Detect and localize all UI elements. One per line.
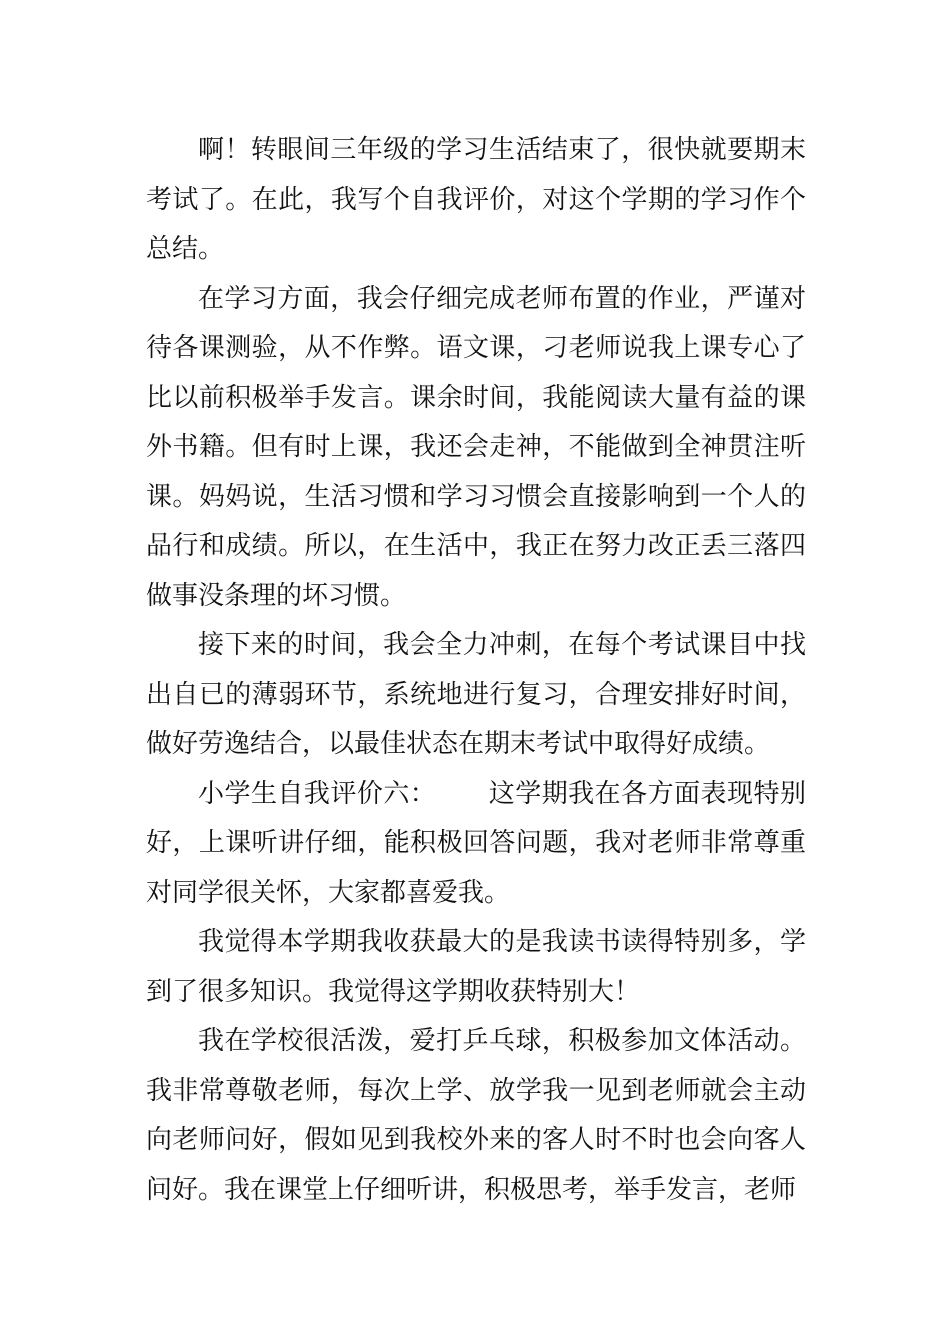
paragraph-intro: 啊！转眼间三年级的学习生活结束了，很快就要期末考试了。在此，我写个自我评价，对这个学期的学习作个总结。 [146, 135, 806, 264]
paragraph-plan: 接下来的时间，我会全力冲刺，在每个考试课目中找出自已的薄弱环节，系统地进行复习，合理安排好时间，做好劳逸结合，以最佳状态在期末考试中取得好成绩。 [146, 630, 806, 759]
section-heading: 小学生自我评价六： [198, 778, 437, 809]
paragraph-reading: 我觉得本学期我收获最大的是我读书读得特别多，学到了很多知识。我觉得这学期收获特别大！ [146, 927, 806, 1007]
document-body [146, 126, 806, 1215]
paragraph-study: 在学习方面，我会仔细完成老师布置的作业，严谨对待各课测验，从不作弊。语文课，刁老师说我上课专心了比以前积极举手发言。课余时间，我能阅读大量有益的课外书籍。但有时上课，我还会走神，不能做到全神贯注听课。妈妈说，生活习惯和学习习惯会直接影响到一个人的品行和成绩。所以，在生活中，我正在努力改正丢三落四做事没条理的坏习惯。 [146, 283, 806, 611]
section-lead-text: 这学期我在各方面表现特别好，上课听讲仔细，能积极回答问题，我对老师非常尊重对同学很关怀，大家都喜爱我。 [146, 778, 806, 908]
paragraph-school-life: 我在学校很活泼，爱打乒乓球，积极参加文体活动。我非常尊敬老师，每次上学、放学我一见到老师就会主动向老师问好，假如见到我校外来的客人时不时也会向客人问好。我在课堂上仔细听讲，积极思考，举手发言，老师 [146, 1026, 806, 1205]
paragraph-section-six [146, 770, 806, 919]
